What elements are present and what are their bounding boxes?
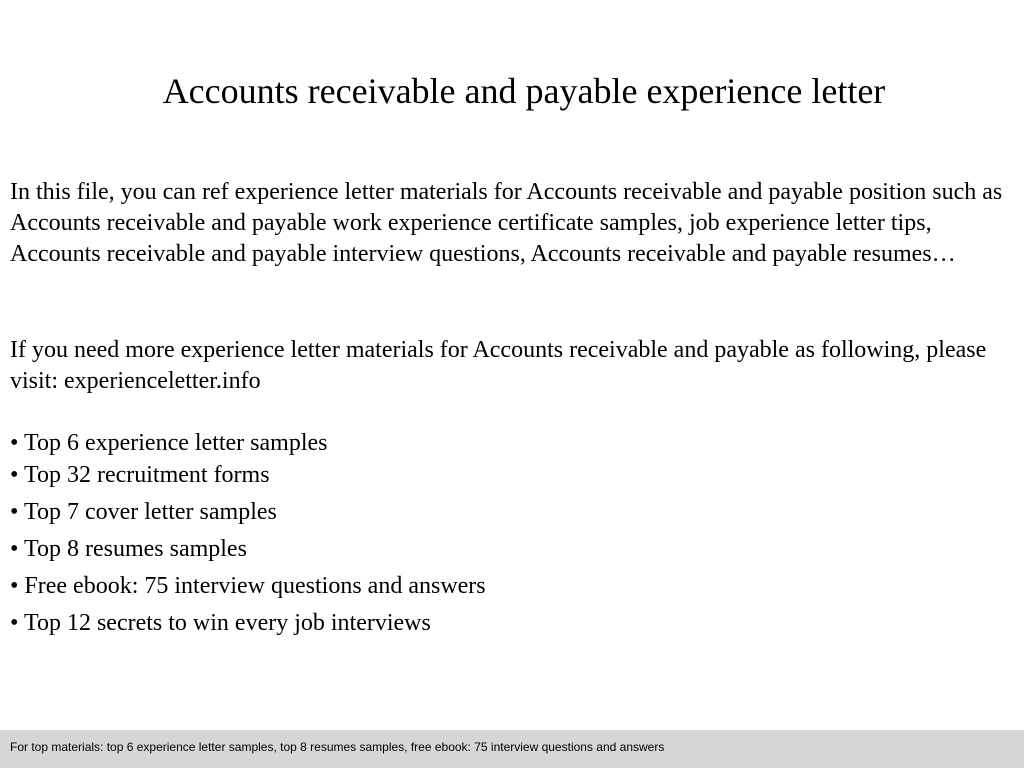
list-item: • Top 32 recruitment forms [10,462,270,488]
visit-paragraph [10,335,1015,397]
intro-paragraph: In this file, you can ref experience letter materials for Accounts receivable and payable position such as Accounts receivable and payable work experience certificate samples, job experience letter tips, Accounts receivable and payable interview questions, Accounts receivable and payable resumes… [10,179,1003,267]
slide-title: Accounts receivable and payable experience letter [162,71,886,111]
list-item: • Top 8 resumes samples [10,536,247,562]
site-link[interactable]: experienceletter.info [64,368,261,394]
materials-list [10,428,1015,645]
list-item: • Free ebook: 75 interview questions and answers [10,573,486,599]
list-item: • Top 6 experience letter samples [10,430,328,456]
footer-bar: For top materials: top 6 experience letter samples, top 8 resumes samples, free ebook: 75 interview questions and answers [0,730,1024,768]
list-item: • Top 7 cover letter samples [10,499,277,525]
list-item: • Top 12 secrets to win every job interviews [10,610,431,636]
visit-paragraph-text: If you need more experience letter materials for Accounts receivable and payable as following, please visit: [10,337,987,394]
